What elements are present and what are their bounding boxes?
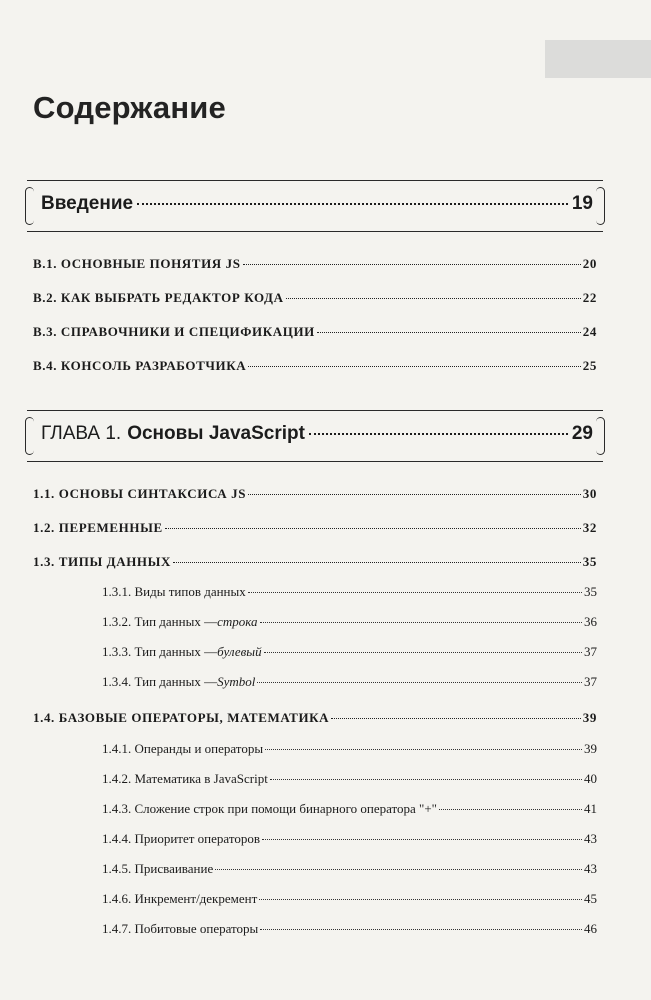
subsection-number: 1.4.2. [102, 771, 132, 786]
subsection-page: 36 [584, 614, 597, 629]
subsection-number: 1.3.4. [102, 674, 132, 689]
subsection-number: 1.4.7. [102, 921, 132, 936]
subsection-page: 45 [584, 891, 597, 906]
section-page: 32 [582, 520, 597, 535]
section-label: 1.4. БАЗОВЫЕ ОПЕРАТОРЫ, МАТЕМАТИКА [33, 710, 330, 725]
section-label: В.2. КАК ВЫБРАТЬ РЕДАКТОР КОДА [33, 290, 284, 305]
subsection-label: Тип данных — [134, 674, 218, 689]
dot-leader [215, 869, 582, 870]
dot-leader [439, 809, 582, 810]
dot-leader [331, 718, 581, 719]
toc-subsection-1-4-2[interactable] [102, 771, 597, 787]
intro-page: 19 [571, 193, 593, 214]
subsection-page: 41 [584, 801, 597, 816]
section-page: 39 [582, 710, 597, 725]
dot-leader [173, 562, 581, 563]
toc-section-b3[interactable] [33, 324, 597, 340]
subsection-number: 1.3.3. [102, 644, 132, 659]
toc-section-1-3[interactable] [33, 554, 597, 570]
section-label: 1.1. ОСНОВЫ СИНТАКСИСА JS [33, 486, 247, 501]
toc-section-1-4[interactable] [33, 710, 597, 726]
section-label: 1.3. ТИПЫ ДАННЫХ [33, 554, 171, 569]
subsection-number: 1.4.3. [102, 801, 132, 816]
dot-leader [286, 298, 581, 299]
section-label: В.1. ОСНОВНЫЕ ПОНЯТИЯ JS [33, 256, 241, 271]
section-page: 30 [582, 486, 597, 501]
intro-label: Введение [41, 193, 134, 214]
toc-subsection-1-3-3[interactable] [102, 644, 597, 660]
subsection-label: Виды типов данных [134, 584, 246, 599]
toc-subsection-1-4-6[interactable] [102, 891, 597, 907]
subsection-number: 1.3.2. [102, 614, 132, 629]
subsection-number: 1.4.6. [102, 891, 132, 906]
subsection-label: Приоритет операторов [134, 831, 260, 846]
dot-leader [265, 749, 582, 750]
section-page: 20 [582, 256, 597, 271]
toc-section-b1[interactable] [33, 256, 597, 272]
subsection-page: 43 [584, 831, 597, 846]
section-page: 35 [582, 554, 597, 569]
dot-leader [317, 332, 581, 333]
subsection-page: 43 [584, 861, 597, 876]
dot-leader [260, 622, 583, 623]
subsection-label: Математика в JavaScript [134, 771, 268, 786]
chapter-label: Основы JavaScript [127, 423, 305, 444]
dot-leader [248, 366, 581, 367]
dot-leader [264, 652, 582, 653]
dot-leader [262, 839, 582, 840]
subsection-label: Тип данных — [134, 614, 218, 629]
toc-subsection-1-4-7[interactable] [102, 921, 597, 937]
toc-subsection-1-3-1[interactable] [102, 584, 597, 600]
subsection-page: 37 [584, 644, 597, 659]
intro-entry[interactable] [41, 193, 593, 215]
section-page: 25 [582, 358, 597, 373]
dot-leader [270, 779, 582, 780]
toc-subsection-1-4-1[interactable] [102, 741, 597, 757]
subsection-label: Операнды и операторы [134, 741, 264, 756]
subsection-label: Тип данных — [134, 644, 218, 659]
subsection-label: Присваивание [134, 861, 214, 876]
subsection-page: 39 [584, 741, 597, 756]
section-page: 22 [582, 290, 597, 305]
section-label: В.3. СПРАВОЧНИКИ И СПЕЦИФИКАЦИИ [33, 324, 315, 339]
subsection-page: 40 [584, 771, 597, 786]
chapter-1-box [27, 410, 603, 462]
subsection-page: 37 [584, 674, 597, 689]
page-title: Содержание [33, 90, 226, 125]
section-label: 1.2. ПЕРЕМЕННЫЕ [33, 520, 163, 535]
dot-leader [309, 433, 568, 435]
dot-leader [260, 929, 582, 930]
page-edge-shadow [545, 40, 651, 78]
subsection-label: Побитовые операторы [134, 921, 259, 936]
subsection-page: 35 [584, 584, 597, 599]
subsection-number: 1.4.4. [102, 831, 132, 846]
subsection-number: 1.4.1. [102, 741, 132, 756]
toc-subsection-1-3-2[interactable] [102, 614, 597, 630]
subsection-label-italic: Symbol [217, 674, 256, 689]
toc-subsection-1-3-4[interactable] [102, 674, 597, 690]
subsection-label-italic: булевый [217, 644, 262, 659]
intro-box [27, 180, 603, 232]
dot-leader [137, 203, 568, 205]
toc-section-b2[interactable] [33, 290, 597, 306]
dot-leader [248, 494, 581, 495]
toc-section-1-1[interactable] [33, 486, 597, 502]
toc-subsection-1-4-5[interactable] [102, 861, 597, 877]
chapter-prefix: ГЛАВА 1. [41, 423, 122, 444]
chapter-page: 29 [571, 423, 593, 444]
dot-leader [243, 264, 581, 265]
toc-section-b4[interactable] [33, 358, 597, 374]
dot-leader [259, 899, 582, 900]
subsection-label: Инкремент/декремент [134, 891, 258, 906]
dot-leader [248, 592, 582, 593]
toc-subsection-1-4-4[interactable] [102, 831, 597, 847]
subsection-label-italic: строка [217, 614, 258, 629]
dot-leader [257, 682, 582, 683]
dot-leader [165, 528, 581, 529]
toc-section-1-2[interactable] [33, 520, 597, 536]
section-label: В.4. КОНСОЛЬ РАЗРАБОТЧИКА [33, 358, 247, 373]
subsection-number: 1.4.5. [102, 861, 132, 876]
section-page: 24 [582, 324, 597, 339]
subsection-page: 46 [584, 921, 597, 936]
subsection-label: Сложение строк при помощи бинарного оператора "+" [134, 801, 437, 816]
chapter-1-entry[interactable] [41, 423, 593, 445]
toc-subsection-1-4-3[interactable] [102, 801, 597, 817]
subsection-number: 1.3.1. [102, 584, 132, 599]
